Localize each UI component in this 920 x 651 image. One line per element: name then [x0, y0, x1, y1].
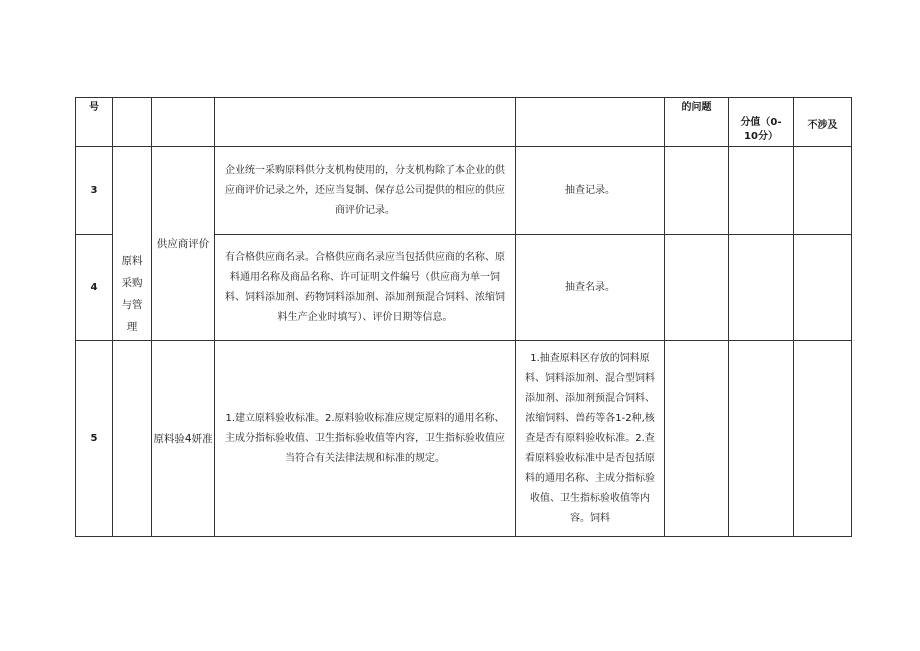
- score-cell: [729, 235, 794, 341]
- inspection-table: [75, 97, 852, 537]
- table-row: [76, 341, 852, 537]
- row-number: 4: [76, 235, 113, 341]
- header-blank-1: [113, 98, 152, 147]
- problem-cell: [665, 147, 729, 235]
- header-row: [76, 98, 852, 147]
- method-text: 抽查记录。: [516, 147, 665, 235]
- row-number: 3: [76, 147, 113, 235]
- header-blank-2: [152, 98, 215, 147]
- header-score: [729, 98, 794, 147]
- row-number: 5: [76, 341, 113, 537]
- problem-cell: [665, 235, 729, 341]
- subcategory-acceptance: [152, 341, 215, 537]
- score-cell: [729, 147, 794, 235]
- table-row: [76, 147, 852, 235]
- header-score-label: 分值（0-10分）: [740, 117, 782, 142]
- subcategory-label: 原料验4妍准: [153, 432, 213, 445]
- na-cell: [794, 341, 852, 537]
- method-text: 抽查名录。: [516, 235, 665, 341]
- requirement-text: 有合格供应商名录。合格供应商名录应当包括供应商的名称、原料通用名称及商品名称、许可证明文件编号（供应商为单一饲料、饲料添加剂、药物饲料添加剂、添加剂预混合饲料、浓缩饲料生产企业时填写）、评价日期等信息。: [215, 235, 516, 341]
- header-no: 号: [76, 98, 113, 147]
- header-blank-4: [516, 98, 665, 147]
- header-na: 不涉及: [794, 98, 852, 147]
- header-blank-3: [215, 98, 516, 147]
- na-cell: [794, 147, 852, 235]
- na-cell: [794, 235, 852, 341]
- category-cell: [113, 147, 152, 341]
- score-cell: [729, 341, 794, 537]
- category-cell-continued: [113, 341, 152, 537]
- requirement-text: 企业统一采购原料供分支机构使用的，分支机构除了本企业的供应商评价记录之外，还应当复制、保存总公司提供的相应的供应商评价记录。: [215, 147, 516, 235]
- header-problem: 的问题: [665, 98, 729, 147]
- requirement-text: 1.建立原料验收标准。2.原料验收标准应规定原料的通用名称、主成分指标验收值、卫生指标验收值等内容，卫生指标验收值应当符合有关法律法规和标准的规定。: [215, 341, 516, 537]
- problem-cell: [665, 341, 729, 537]
- subcategory-label: 供应商评价: [156, 237, 210, 250]
- subcategory-supplier: [152, 147, 215, 341]
- method-text: 1.抽查原料区存放的饲料原料、饲料添加剂、混合型饲料添加剂、添加剂预混合饲料、浓缩饲料、兽药等各1-2种,核查是否有原料验收标准。2.查看原料验收标准中是否包括原料的通用名称、主成分指标验收值、卫生指标验收值等内容。饲料: [516, 341, 665, 537]
- category-label: 原料采购与管理: [121, 255, 143, 333]
